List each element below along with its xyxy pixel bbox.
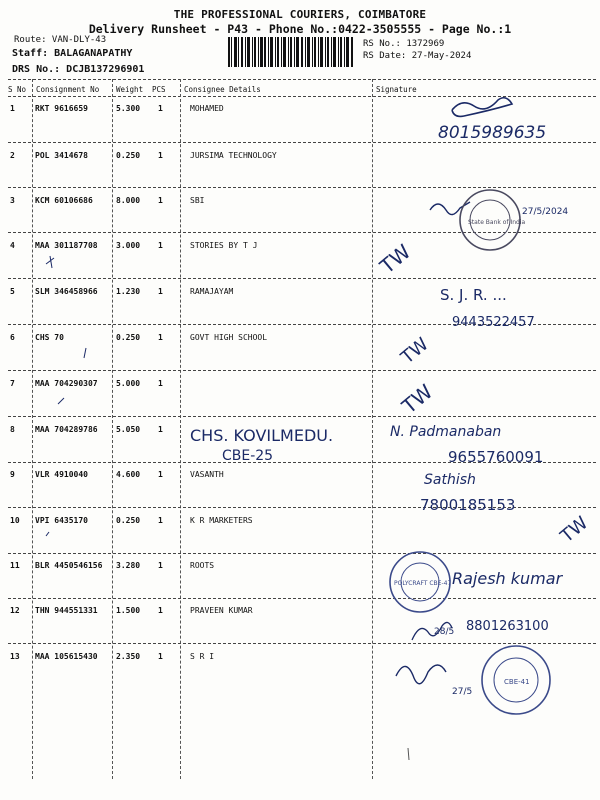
- row-consignee: RAMAJAYAM: [190, 287, 234, 296]
- handwritten-phone: 8015989635: [438, 123, 547, 143]
- handwritten-phone: 9443522457: [452, 315, 535, 330]
- row-consignment: RKT 9616659: [35, 104, 88, 113]
- tick-mark: [84, 348, 86, 358]
- row-sno: 4: [10, 241, 15, 250]
- row-sno: 10: [10, 516, 20, 525]
- rs-date: RS Date: 27-May-2024: [363, 51, 472, 61]
- handwritten-name: Sathish: [424, 472, 476, 488]
- row-consignment: MAA 704289786: [35, 425, 98, 434]
- row-divider: [8, 278, 596, 279]
- row-consignee: JURSIMA TECHNOLOGY: [190, 151, 277, 160]
- row-consignee: STORIES BY T J: [190, 241, 258, 250]
- row-consignment: MAA 105615430: [35, 652, 98, 661]
- handwritten-initials: TW: [397, 379, 438, 419]
- signature-scribble: [396, 665, 446, 684]
- row-divider: [8, 187, 596, 188]
- row-weight: 5.000: [116, 379, 141, 388]
- row-weight: 4.600: [116, 470, 141, 479]
- row-consignee: S R I: [190, 652, 215, 661]
- handwritten-initials: TW: [397, 333, 433, 369]
- row-sno: 8: [10, 425, 15, 434]
- row-sno: 9: [10, 470, 15, 479]
- row-consignment: MAA 301187708: [35, 241, 98, 250]
- row-divider: [8, 598, 596, 599]
- row-pcs: 1: [158, 241, 163, 250]
- row-consignee: K R MARKETERS: [190, 516, 253, 525]
- row-pcs: 1: [158, 425, 163, 434]
- column-divider: [372, 79, 373, 779]
- rs-number: RS No.: 1372969: [363, 39, 445, 49]
- row-divider: [8, 462, 596, 463]
- handwritten-address: CHS. KOVILMEDU.: [190, 426, 334, 445]
- row-divider: [8, 142, 596, 143]
- row-consignee: ROOTS: [190, 561, 215, 570]
- row-consignee: GOVT HIGH SCHOOL: [190, 333, 268, 342]
- row-pcs: 1: [158, 104, 163, 113]
- row-consignee: MOHAMED: [190, 104, 224, 113]
- row-consignment: MAA 704290307: [35, 379, 98, 388]
- row-sno: 12: [10, 606, 20, 615]
- tick-mark: [58, 398, 64, 404]
- row-sno: 7: [10, 379, 15, 388]
- row-weight: 0.250: [116, 516, 141, 525]
- row-divider: [8, 232, 596, 233]
- handwritten-name: S. J. R. ...: [440, 286, 507, 304]
- row-pcs: 1: [158, 561, 163, 570]
- route-text: Route: VAN-DLY-43: [14, 35, 107, 45]
- row-weight: 0.250: [116, 333, 141, 342]
- drs-number: DRS No.: DCJB137296901: [12, 64, 145, 75]
- column-header-consignment: Consignment No: [36, 85, 100, 94]
- tick-mark: [46, 532, 49, 536]
- row-consignment: KCM 60106686: [35, 196, 93, 205]
- row-weight: 3.000: [116, 241, 141, 250]
- handwritten-initials: TW: [556, 512, 593, 548]
- handwritten-initials: TW: [375, 239, 416, 279]
- row-weight: 3.280: [116, 561, 141, 570]
- company-title: THE PROFESSIONAL COURIERS, COIMBATORE: [173, 8, 427, 21]
- company-stamp: [482, 646, 550, 714]
- handwritten-name: Rajesh kumar: [452, 569, 563, 588]
- barcode-image: [228, 37, 354, 67]
- row-consignment: BLR 4450546156: [35, 561, 103, 570]
- runsheet-subtitle: Delivery Runsheet - P43 - Phone No.:0422-3505555 - Page No.:1: [88, 22, 512, 36]
- table-top-rule: [8, 79, 596, 80]
- column-header-pcs: PCS: [152, 85, 166, 94]
- row-divider: [8, 643, 596, 644]
- handwritten-address: CBE-25: [222, 448, 274, 464]
- handwritten-date: 28/5: [434, 627, 455, 637]
- row-divider: [8, 416, 596, 417]
- row-weight: 1.500: [116, 606, 141, 615]
- stamp-text: State Bank of India: [468, 219, 526, 226]
- row-sno: 11: [10, 561, 20, 570]
- row-pcs: 1: [158, 196, 163, 205]
- row-pcs: 1: [158, 606, 163, 615]
- row-weight: 1.230: [116, 287, 141, 296]
- column-header-signature: Signature: [376, 85, 417, 94]
- column-divider: [112, 79, 113, 779]
- tick-mark: [46, 256, 54, 268]
- row-weight: 5.050: [116, 425, 141, 434]
- tick-mark: [408, 748, 409, 760]
- row-pcs: 1: [158, 470, 163, 479]
- handwritten-date: 27/5/2024: [522, 207, 569, 217]
- row-consignment: POL 3414678: [35, 151, 88, 160]
- column-header-weight: Weight: [116, 85, 144, 94]
- row-weight: 8.000: [116, 196, 141, 205]
- column-divider: [180, 79, 181, 779]
- row-sno: 6: [10, 333, 15, 342]
- row-divider: [8, 553, 596, 554]
- signature-scribble: [452, 98, 512, 117]
- column-divider: [32, 79, 33, 779]
- row-sno: 3: [10, 196, 15, 205]
- signature-scribble: [430, 202, 470, 215]
- bank-stamp: [460, 190, 520, 250]
- row-pcs: 1: [158, 287, 163, 296]
- handwritten-name: N. Padmanaban: [390, 424, 502, 440]
- row-consignment: VLR 4910040: [35, 470, 88, 479]
- row-consignee: VASANTH: [190, 470, 224, 479]
- row-consignment: THN 944551331: [35, 606, 98, 615]
- column-header-sno: S No: [8, 85, 27, 94]
- row-consignee: PRAVEEN KUMAR: [190, 606, 253, 615]
- row-pcs: 1: [158, 151, 163, 160]
- row-consignee: SBI: [190, 196, 205, 205]
- column-header-consignee: Consignee Details: [184, 85, 261, 94]
- row-pcs: 1: [158, 333, 163, 342]
- row-pcs: 1: [158, 379, 163, 388]
- handwritten-date: 27/5: [452, 687, 473, 697]
- company-stamp: [390, 552, 450, 612]
- stamp-text: POLYCRAFT CBE-47: [394, 580, 452, 587]
- row-sno: 1: [10, 104, 15, 113]
- row-divider: [8, 324, 596, 325]
- row-pcs: 1: [158, 652, 163, 661]
- row-weight: 5.300: [116, 104, 141, 113]
- row-sno: 5: [10, 287, 15, 296]
- table-header-rule: [8, 96, 596, 97]
- row-weight: 0.250: [116, 151, 141, 160]
- handwritten-phone: 9655760091: [448, 448, 544, 466]
- signature-scribble: [412, 622, 455, 640]
- handwritten-phone: 7800185153: [420, 496, 516, 514]
- stamp-text: CBE-41: [504, 678, 530, 686]
- handwritten-phone: 8801263100: [466, 619, 549, 634]
- row-sno: 13: [10, 652, 20, 661]
- row-consignment: CHS 70: [35, 333, 64, 342]
- row-consignment: SLM 346458966: [35, 287, 98, 296]
- row-pcs: 1: [158, 516, 163, 525]
- row-sno: 2: [10, 151, 15, 160]
- row-weight: 2.350: [116, 652, 141, 661]
- row-consignment: VPI 6435170: [35, 516, 88, 525]
- row-divider: [8, 507, 596, 508]
- staff-text: Staff: BALAGANAPATHY: [12, 48, 133, 59]
- row-divider: [8, 370, 596, 371]
